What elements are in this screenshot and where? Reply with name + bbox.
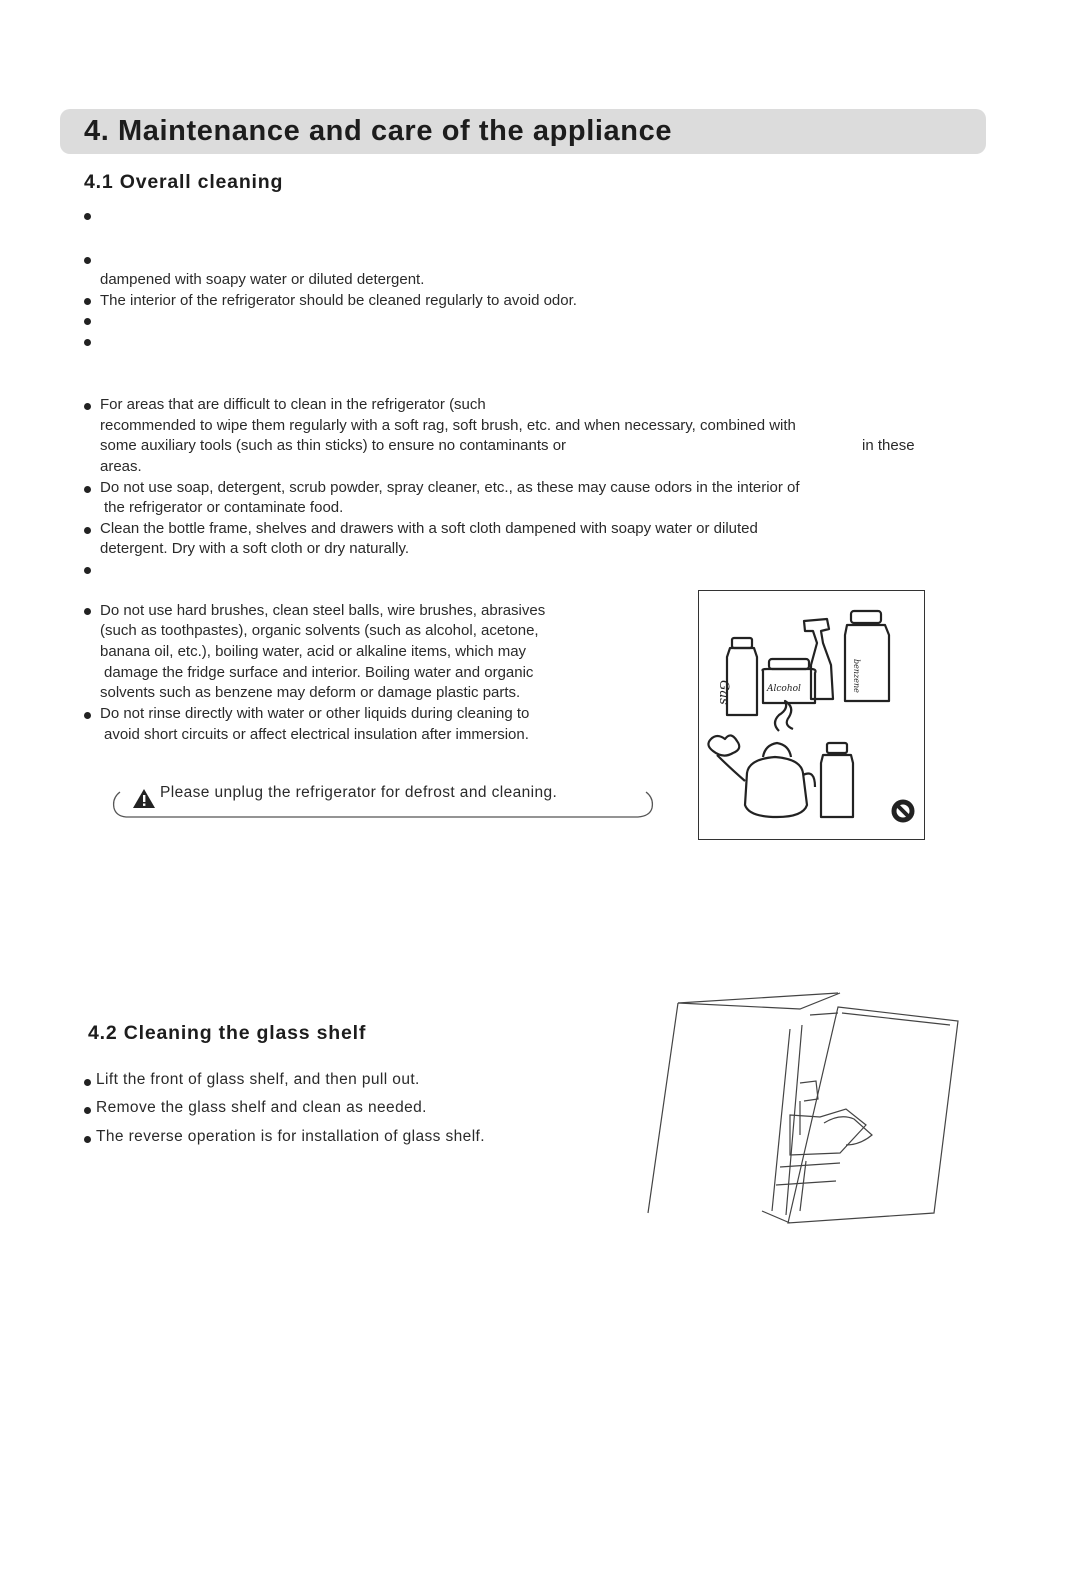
list-item: Lift the front of glass shelf, and then pull out. [96,1071,420,1088]
bullet-dot [84,339,91,346]
text-line: areas. [100,458,142,475]
text-line: damage the fridge surface and interior. Boiling water and organic [104,664,534,681]
text-line: solvents such as benzene may deform or damage plastic parts. [100,684,521,701]
text-line: banana oil, etc.), boiling water, acid or alkaline items, which may [100,643,527,660]
list-item: The reverse operation is for installation of glass shelf. [96,1128,485,1145]
text-line: in these [862,437,915,454]
warning-triangle-icon [132,788,156,809]
text-line: Do not use hard brushes, clean steel balls, wire brushes, abrasives [100,602,546,619]
text-line: the refrigerator or contaminate food. [104,499,344,516]
bullet-dot [84,213,91,220]
section-heading-glass-shelf: 4.2 Cleaning the glass shelf [88,1022,367,1044]
text-line: Do not rinse directly with water or other liquids during cleaning to [100,705,530,722]
warning-callout [110,780,655,822]
text-line: (such as toothpastes), organic solvents (such as alcohol, acetone, [100,622,539,639]
text-line: Clean the bottle frame, shelves and drawers with a soft cloth dampened with soapy water or diluted [100,520,758,537]
text-line: avoid short circuits or affect electrical insulation after immersion. [104,726,529,743]
bullet-dot [84,1107,91,1114]
bullet-dot [84,298,91,305]
text-line: The interior of the refrigerator should be cleaned regularly to avoid odor. [100,292,577,309]
text-line: recommended to wipe them regularly with a soft rag, soft brush, etc. and when necessary, combined with [100,417,796,434]
bullet-dot [84,712,91,719]
prohibited-items-drawing [699,591,926,841]
bullet-dot [84,257,91,264]
fridge-glass-shelf-illustration [640,985,970,1235]
section-title-bar [60,109,986,154]
text-line: dampened with soapy water or diluted detergent. [100,271,425,288]
cleaning-agents-illustration [698,590,925,840]
list-item: Remove the glass shelf and clean as needed. [96,1099,427,1116]
text-line: Do not use soap, detergent, scrub powder, spray cleaner, etc., as these may cause odors in the interior of [100,479,800,496]
text-line: some auxiliary tools (such as thin sticks) to ensure no contaminants or [100,437,567,454]
text-line: For areas that are difficult to clean in the refrigerator (such [100,396,486,413]
page-title: 4. Maintenance and care of the appliance [84,115,673,147]
svg-text:benzene: benzene [852,659,861,693]
warning-text: Please unplug the refrigerator for defrost and cleaning. [160,784,558,801]
text-line: detergent. Dry with a soft cloth or dry naturally. [100,540,410,557]
bullet-dot [84,403,91,410]
section-heading-overall-cleaning: 4.1 Overall cleaning [84,171,284,193]
bullet-dot [84,608,91,615]
svg-text:Alcohol: Alcohol [767,684,801,694]
bullet-dot [84,318,91,325]
bullet-dot [84,486,91,493]
bullet-dot [84,1079,91,1086]
bullet-dot [84,527,91,534]
svg-text:Gas: Gas [716,680,731,705]
bullet-dot [84,567,91,574]
bullet-dot [84,1136,91,1143]
